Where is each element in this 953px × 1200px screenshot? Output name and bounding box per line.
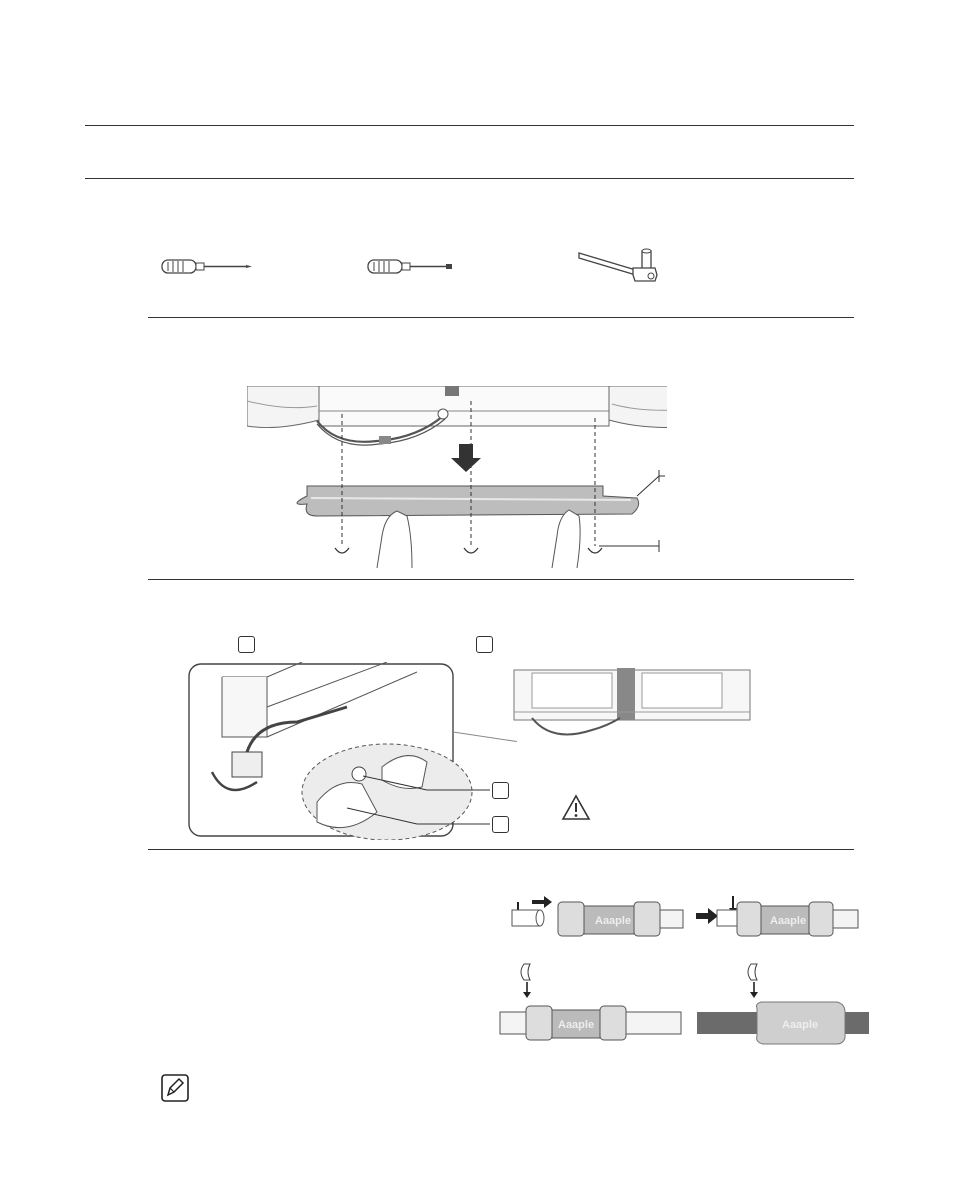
- fitting-brand-text-1: Aaaple: [595, 915, 632, 927]
- fitting-clip-step-1: [498, 962, 683, 1047]
- water-line-detail-illustration: [187, 662, 517, 840]
- hinge-cover-removal-illustration: [247, 386, 667, 568]
- section-rule-3: [148, 849, 854, 850]
- fridge-underside-illustration: [512, 668, 752, 748]
- socket-wrench-icon: [575, 243, 665, 285]
- flathead-screwdriver-icon: [366, 256, 461, 278]
- phillips-screwdriver-icon: [160, 256, 255, 278]
- header-rule-bottom: [85, 178, 854, 179]
- section-rule-1: [148, 317, 854, 318]
- fitting-insert-step-2: [715, 890, 860, 942]
- section-rule-2: [148, 579, 854, 580]
- fitting-brand-text-4: Aaaple: [782, 1019, 819, 1031]
- step-b-box: [476, 636, 493, 653]
- header-rule-top: [85, 125, 854, 126]
- fitting-insert-step-1: [510, 890, 685, 942]
- fitting-brand-text-2: Aaaple: [770, 915, 807, 927]
- callout-box-2: [492, 816, 509, 833]
- note-pencil-icon: [160, 1073, 190, 1103]
- caution-triangle-icon: [561, 794, 591, 821]
- fitting-brand-text-3: Aaaple: [558, 1019, 595, 1031]
- fitting-clip-step-2: [697, 962, 869, 1047]
- step-a-box: [238, 636, 255, 653]
- callout-box-1: [492, 782, 509, 799]
